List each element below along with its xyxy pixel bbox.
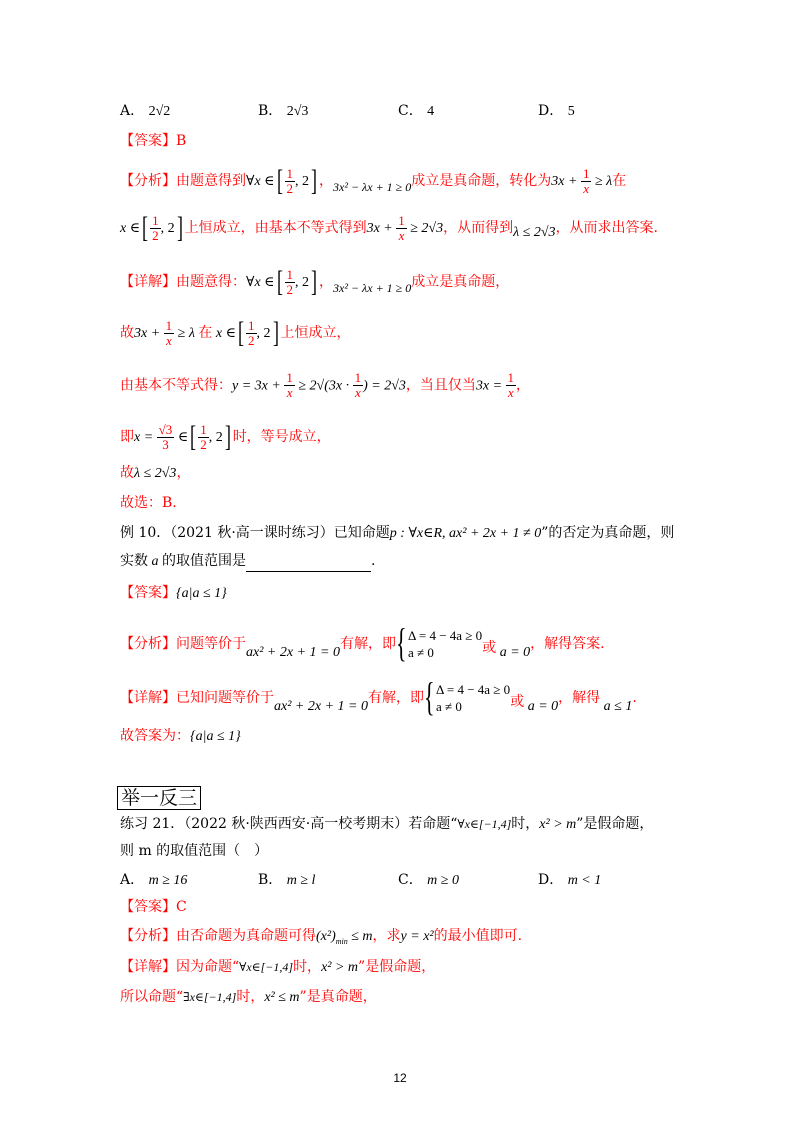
- option-value: 2√2: [148, 104, 171, 119]
- answer-value: B: [176, 133, 187, 149]
- text: 由基本不等式得：: [120, 377, 232, 394]
- example10-line1: [120, 523, 674, 544]
- detail-tag: 【详解】: [120, 274, 176, 290]
- q9-detail-line1: 【详解】由题意得：∀x ∈[ $\frac{1}{2}$ , 2] ，3x² − λx + 1 ≥ 0成立是真命题，: [120, 265, 510, 298]
- practice21-detail-line1: 【详解】因为命题“∀x∈[−1,4]时，x² > m”是假命题，: [120, 959, 436, 975]
- text: 由否命题为真命题可得: [176, 928, 316, 944]
- example10-answer: [120, 583, 227, 604]
- detail-tag: 【详解】: [120, 690, 176, 706]
- system-brace: { Δ = 4 − 4a ≥ 0 a ≠ 0: [395, 620, 483, 665]
- text: 故答案为：: [120, 728, 190, 744]
- text: 故: [120, 465, 134, 481]
- answer-value: {a|a ≤ 1}: [190, 729, 241, 744]
- option-label: D．: [538, 872, 564, 888]
- q9-detail-line6: [120, 493, 177, 513]
- text: ，求: [372, 928, 401, 944]
- text: ，从而求出答案.: [555, 220, 659, 236]
- q9-analysis-line1: 【分析】由题意得到∀x ∈[ $\frac{1}{2}$ , 2] ，3x² − λx + 1 ≥ 0成立是真命题，转化为3x + $\frac{1}{x}$ ≥ λ在: [120, 164, 627, 197]
- example10-line2: 实数 a 的取值范围是 .: [120, 551, 375, 572]
- text: .: [371, 553, 376, 569]
- option-label: C．: [398, 872, 423, 888]
- system-brace: { Δ = 4 − 4a ≥ 0 a ≠ 0: [423, 674, 511, 719]
- answer-tag: 【答案】: [120, 133, 176, 149]
- text: 有解，即: [367, 690, 424, 706]
- option-label: A．: [120, 103, 145, 119]
- option-value: m ≥ l: [286, 873, 316, 888]
- practice21-option-b: [258, 869, 315, 889]
- text: ，解得: [558, 690, 601, 706]
- answer-value: C: [176, 899, 187, 915]
- text: 时，: [511, 816, 540, 832]
- text: 的取值范围是: [162, 553, 246, 569]
- option-label: D．: [538, 103, 564, 119]
- practice21-detail-line2: 所以命题“∃x∈[−1,4]时，x² ≤ m”是真命题，: [120, 989, 377, 1005]
- text: ”是假命题，: [576, 816, 654, 832]
- text: 成立是真命题，转化为: [411, 173, 552, 189]
- detail-tag: 【详解】: [120, 959, 176, 975]
- answer-blank: [246, 557, 371, 572]
- text: ，解得答案.: [530, 636, 605, 652]
- answer-tag: 【答案】: [120, 585, 176, 601]
- text: 在: [198, 325, 213, 341]
- text: 上恒成立，: [280, 325, 351, 341]
- option-value: 5: [567, 104, 575, 119]
- option-d: [538, 100, 575, 120]
- example10-detail: 【详解】已知问题等价于ax² + 2x + 1 = 0有解，即 { Δ = 4 − 4a ≥ 0 a ≠ 0 或 a = 0，解得 a ≤ 1.: [120, 674, 637, 719]
- section-heading-box: 举一反三: [117, 786, 201, 810]
- text: 时，: [236, 989, 265, 1005]
- option-value: 4: [427, 104, 435, 119]
- text: 或: [510, 694, 525, 710]
- option-c: [398, 100, 434, 120]
- proposition: p : ∀x∈R, ax² + 2x + 1 ≠ 0: [389, 526, 542, 541]
- option-value: m ≥ 16: [148, 873, 188, 888]
- q9-detail-line3: 由基本不等式得：y = 3x + $\frac{1}{x}$ ≥ 2√(3x · $\frac{1}{x}$ ) = 2√3，当且仅当3x = $\frac{1}{x}$ ，: [120, 370, 531, 400]
- text: ”是假命题，: [358, 959, 436, 975]
- text: 例 10．（2021 秋·高一课时练习）已知命题: [120, 525, 390, 541]
- analysis-tag: 【分析】: [120, 173, 176, 189]
- answer-value: {a|a ≤ 1}: [176, 586, 227, 601]
- option-label: C．: [398, 103, 423, 119]
- practice21-line1: 练习 21．（2022 秋·陕西西安·高一校考期末）若命题“∀x∈[−1,4]时，x² > m”是假命题，: [120, 816, 654, 832]
- practice21-option-d: [538, 869, 601, 889]
- option-b: [258, 100, 308, 120]
- text: ”是真命题，: [299, 989, 377, 1005]
- text: ，从而得到: [443, 220, 514, 236]
- page-number: 12: [393, 1071, 407, 1085]
- q9-analysis-line2: x ∈[ $\frac{1}{2}$ , 2] 上恒成立，由基本不等式得到3x + $\frac{1}{x}$ ≥ 2√3，从而得到λ ≤ 2√3，从而求出答案.: [120, 211, 659, 244]
- practice21-option-c: [398, 869, 459, 889]
- text: 练习 21．（2022 秋·陕西西安·高一校考期末）若命题“: [120, 816, 458, 832]
- example10-analysis: 【分析】问题等价于ax² + 2x + 1 = 0有解，即 { Δ = 4 − 4a ≥ 0 a ≠ 0 或 a = 0，解得答案.: [120, 620, 605, 665]
- text: 实数: [120, 553, 148, 569]
- q9-detail-line2: 故3x + $\frac{1}{x}$ ≥ λ 在 x ∈[ $\frac{1}{2}$ , 2] 上恒成立，: [120, 316, 351, 349]
- option-label: B．: [258, 103, 283, 119]
- text: ，: [516, 377, 531, 394]
- text: 由题意得到: [176, 173, 246, 189]
- example10-final: [120, 726, 241, 747]
- option-value: m < 1: [567, 873, 602, 888]
- q9-detail-line5: 故λ ≤ 2√3，: [120, 465, 191, 481]
- text: 成立是真命题，: [411, 274, 510, 290]
- text: 所以命题“: [120, 989, 184, 1005]
- text: 时，: [293, 959, 322, 975]
- text: 有解，即: [339, 636, 396, 652]
- option-a: [120, 100, 170, 120]
- analysis-tag: 【分析】: [120, 636, 176, 652]
- text: 在: [612, 173, 627, 189]
- answer-tag: 【答案】: [120, 899, 176, 915]
- practice21-analysis: 【分析】由否命题为真命题可得$(x^2)_{min} \le m$，求y = x²的最小值即可.: [120, 928, 523, 946]
- text: ，当且仅当: [405, 377, 476, 394]
- text: 故选：B.: [120, 495, 177, 511]
- text: 时，等号成立，: [232, 429, 331, 445]
- q9-detail-line4: 即x = $\frac{√3}{3}$ ∈[ $\frac{1}{2}$ , 2] 时，等号成立，: [120, 420, 331, 453]
- option-label: A．: [120, 872, 145, 888]
- text: 的最小值即可.: [433, 928, 523, 944]
- text: 故: [120, 325, 134, 341]
- option-label: B．: [258, 872, 283, 888]
- text: 上恒成立，由基本不等式得到: [184, 220, 367, 236]
- practice21-line2: [120, 841, 268, 861]
- text: 问题等价于: [176, 636, 246, 652]
- option-value: 2√3: [286, 104, 309, 119]
- practice21-answer: [120, 897, 187, 917]
- text: .: [632, 690, 637, 706]
- condition: ∀x∈[−1,4]: [457, 817, 512, 831]
- text: ”的否定为真命题，则: [541, 525, 675, 541]
- practice21-option-a: [120, 869, 187, 889]
- text: 已知问题等价于: [176, 690, 274, 706]
- analysis-tag: 【分析】: [120, 928, 176, 944]
- option-value: m ≥ 0: [427, 873, 459, 888]
- text: 因为命题“: [176, 959, 240, 975]
- text: ，: [176, 465, 191, 481]
- text: 或: [482, 640, 497, 656]
- text: 即: [120, 429, 134, 445]
- q9-answer: [120, 131, 186, 151]
- text: 则 m 的取值范围（ ）: [120, 843, 269, 859]
- text: 由题意得：: [176, 274, 246, 290]
